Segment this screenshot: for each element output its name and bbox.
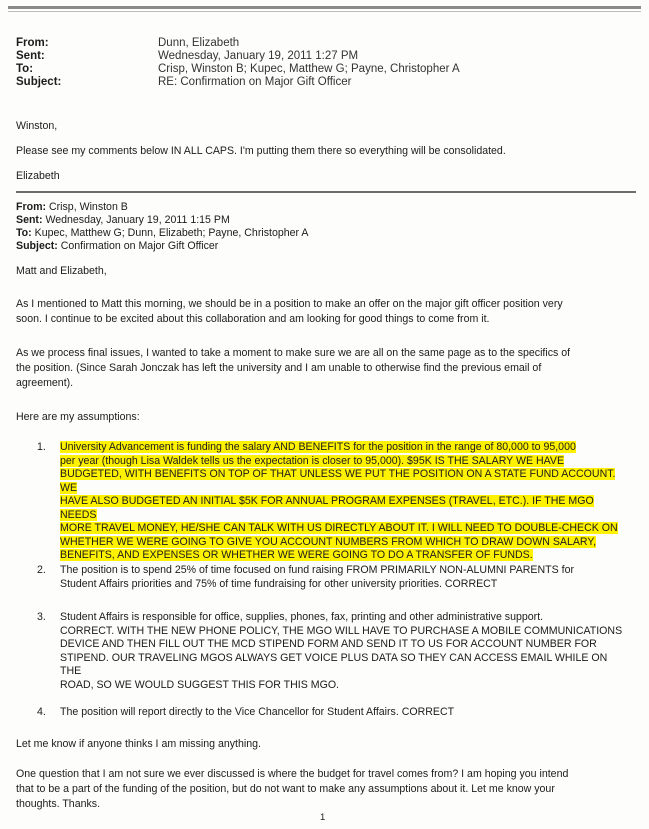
- orig-to-label: To:: [16, 227, 32, 239]
- list-item-text: [60, 564, 630, 591]
- orig-sent-value: Wednesday, January 19, 2011 1:15 PM: [45, 214, 230, 226]
- header-to-value: Crisp, Winston B; Kupec, Matthew G; Payne, Christopher A: [158, 63, 460, 75]
- highlighted-line: WHETHER WE WERE GOING TO GIVE YOU ACCOUNT NUMBERS FROM WHICH TO DRAW DOWN SALARY,: [60, 535, 597, 548]
- closing-paragraph-line: that to be a part of the funding of the position, but do not want to make any assumptions about it. Let me know your: [16, 783, 555, 795]
- header-subject-label: Subject:: [16, 76, 62, 88]
- forward-header: [16, 37, 460, 89]
- header-sent-row: [16, 50, 460, 63]
- paragraph-2-line: As we process final issues, I wanted to take a moment to make sure we are all on the same page as to the specifics of: [16, 347, 571, 359]
- closing-paragraph-line: thoughts. Thanks.: [16, 798, 101, 810]
- header-to-row: [16, 63, 460, 76]
- list-item-number: 4.: [37, 706, 46, 718]
- paragraph-1-line: soon. I continue to be excited about this collaboration and am looking for good things to come from it.: [16, 313, 490, 325]
- top-rule-thin: [8, 11, 641, 12]
- highlighted-line: BUDGETED, WITH BENEFITS ON TOP OF THAT UNLESS WE PUT THE POSITION ON A STATE FUND ACCOUNT. WE: [60, 468, 616, 494]
- highlighted-line: BENEFITS, AND EXPENSES OR WHETHER WE WERE GOING TO DO A TRANSFER OF FUNDS.: [60, 549, 533, 561]
- closing-paragraph-line: One question that I am not sure we ever discussed is where the budget for travel comes from? I am hoping you intend: [16, 768, 569, 780]
- page-number: 1: [320, 812, 326, 823]
- paragraph-2: [16, 346, 641, 391]
- orig-from-value: Crisp, Winston B: [48, 201, 128, 213]
- orig-sent-row: [16, 214, 308, 227]
- list-item-text: [60, 441, 630, 563]
- highlighted-line: per year (though Lisa Waldek tells us the expectation is closer to 95,000). $95K IS THE SALARY WE HAVE: [60, 454, 565, 467]
- highlighted-line: HAVE ALSO BUDGETED AN INITIAL $5K FOR ANNUAL PROGRAM EXPENSES (TRAVEL, ETC.). IF THE MGO NEEDS: [60, 495, 594, 521]
- list-item-line: STIPEND. OUR TRAVELING MGOS ALWAYS GET VOICE PLUS DATA SO THEY CAN ACCESS EMAIL WHILE ON THE: [60, 651, 608, 677]
- header-from-row: [16, 37, 460, 50]
- orig-subject-value: Confirmation on Major Gift Officer: [60, 240, 219, 252]
- paragraph-1: [16, 297, 641, 327]
- reply-greeting: Winston,: [16, 120, 58, 132]
- list-item-text: [60, 611, 630, 692]
- orig-from-row: [16, 201, 308, 214]
- list-item-number: 3.: [37, 611, 46, 623]
- message-separator: [16, 191, 636, 193]
- header-to-label: To:: [16, 63, 34, 75]
- reply-signature: Elizabeth: [16, 170, 60, 182]
- original-greeting: Matt and Elizabeth,: [16, 265, 107, 277]
- orig-to-value: Kupec, Matthew G; Dunn, Elizabeth; Payne, Christopher A: [34, 227, 309, 239]
- orig-to-row: [16, 227, 308, 240]
- list-item-line: CORRECT. WITH THE NEW PHONE POLICY, THE MGO WILL HAVE TO PURCHASE A MOBILE COMMUNICATIONS: [60, 624, 623, 637]
- header-from-value: Dunn, Elizabeth: [158, 37, 240, 49]
- orig-from-label: From:: [16, 201, 47, 213]
- top-rule: [8, 6, 641, 9]
- list-item-line: The position will report directly to the Vice Chancellor for Student Affairs. CORRECT: [60, 706, 455, 718]
- orig-sent-label: Sent:: [16, 214, 43, 226]
- header-subject-value: RE: Confirmation on Major Gift Officer: [158, 76, 352, 88]
- paragraph-2-line: agreement).: [16, 377, 74, 389]
- reply-line: Please see my comments below IN ALL CAPS. I'm putting them there so everything will be consolidated.: [16, 145, 506, 157]
- list-item-line: ROAD, SO WE WOULD SUGGEST THIS FOR THIS MGO.: [60, 678, 339, 691]
- list-item-text: [60, 706, 630, 720]
- header-sent-value: Wednesday, January 19, 2011 1:27 PM: [158, 50, 359, 62]
- highlighted-line: MORE TRAVEL MONEY, HE/SHE CAN TALK WITH US DIRECTLY ABOUT IT. I WILL NEED TO DOUBLE-CHECK ON: [60, 522, 618, 534]
- list-item-line: Student Affairs priorities and 75% of time fundraising for other university priorities. CORRECT: [60, 577, 498, 590]
- list-item-line: The position is to spend 25% of time focused on fund raising FROM PRIMARILY NON-ALUMNI PARENTS for: [60, 564, 574, 576]
- orig-subject-label: Subject:: [16, 240, 58, 252]
- header-from-label: From:: [16, 37, 49, 49]
- original-header: [16, 201, 308, 253]
- header-sent-label: Sent:: [16, 50, 45, 62]
- list-item-line: DEVICE AND THEN FILL OUT THE MCD STIPEND FORM AND SEND IT TO US FOR ACCOUNT NUMBER FOR: [60, 638, 597, 650]
- paragraph-1-line: As I mentioned to Matt this morning, we should be in a position to make an offer on the major gift officer position very: [16, 298, 563, 310]
- closing-paragraph: [16, 767, 641, 812]
- paragraph-2-line: the position. (Since Sarah Jonczak has left the university and I am unable to otherwise find the previous email of: [16, 362, 542, 374]
- orig-subject-row: [16, 240, 308, 253]
- closing-line: Let me know if anyone thinks I am missing anything.: [16, 738, 261, 750]
- assumptions-intro: Here are my assumptions:: [16, 411, 140, 423]
- highlighted-line: University Advancement is funding the salary AND BENEFITS for the position in the range of 80,000 to 95,000: [60, 441, 576, 453]
- list-item-number: 2.: [37, 564, 46, 576]
- list-item-line: Student Affairs is responsible for office, supplies, phones, fax, printing and other administrative support.: [60, 611, 544, 623]
- list-item-number: 1.: [37, 441, 46, 453]
- header-subject-row: [16, 76, 460, 89]
